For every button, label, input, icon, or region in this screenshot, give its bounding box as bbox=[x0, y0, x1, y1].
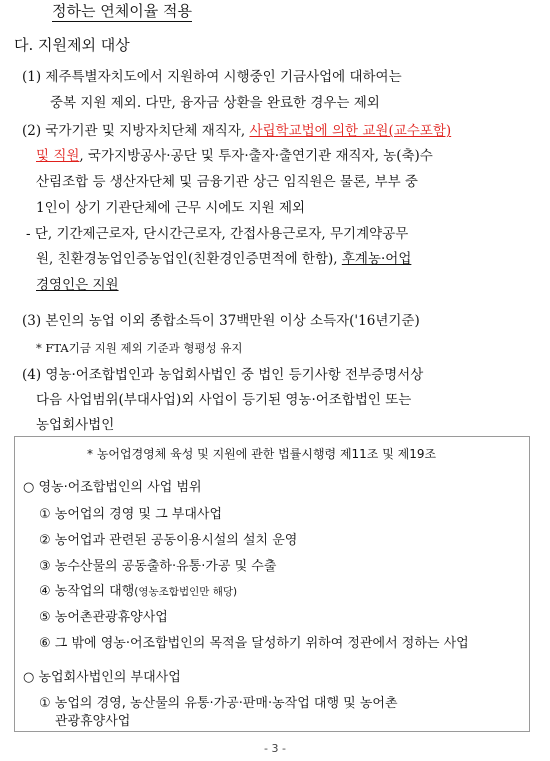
item-2-exception-line-1: - 단, 기간제근로자, 단시간근로자, 간접사용근로자, 무기계약공무 bbox=[26, 226, 409, 242]
item-2-exception-plain: 원, 친환경농업인증농업인(친환경인증면적에 한함), bbox=[36, 251, 342, 267]
box-legal-note: * 농어업경영체 육성 및 지원에 관한 법률시행령 제11조 및 제19조 bbox=[87, 447, 437, 461]
item-4-line-1: (4) 영농·어조합법인과 농업회사법인 중 법인 등기사항 전부증명서상 bbox=[22, 367, 424, 383]
item-4-line-2: 다음 사업범위(부대사업)외 사업이 등기된 영농·어조합법인 또는 bbox=[36, 392, 412, 408]
item-2-line-2-rest: , 국가지방공사·공단 및 투자·출자·출연기관 재직자, 농(축)수 bbox=[79, 148, 433, 164]
reference-box bbox=[14, 436, 530, 732]
item-2-line-1 bbox=[22, 122, 451, 140]
box-group-2-title: ○ 농업회사법인의 부대사업 bbox=[23, 670, 181, 685]
item-1-line-2: 중복 지원 제외. 다만, 융자금 상환을 완료한 경우는 제외 bbox=[50, 95, 380, 111]
item-2-line-1-prefix: (2) 국가기관 및 지방자치단체 재직자, bbox=[22, 123, 250, 139]
section-heading: 다. 지원제외 대상 bbox=[14, 36, 130, 54]
box-group-1-item-5: ⑤ 농어촌관광휴양사업 bbox=[39, 610, 168, 625]
box-group-1-item-6: ⑥ 그 밖에 영농·어조합법인의 목적을 달성하기 위하여 정관에서 정하는 사업 bbox=[39, 636, 469, 651]
box-group-1-item-4-text: ④ 농작업의 대행 bbox=[39, 584, 135, 599]
top-continuation-text: 정하는 연체이율 적용 bbox=[52, 2, 192, 20]
item-3-note: * FTA기금 지원 제외 기준과 형평성 유지 bbox=[36, 341, 243, 355]
box-group-1-item-1: ① 농어업의 경영 및 그 부대사업 bbox=[39, 507, 223, 522]
box-group-1-item-4 bbox=[39, 583, 237, 601]
item-4-line-3: 농업회사법인 bbox=[36, 417, 115, 433]
item-2-highlight-staff: 및 직원 bbox=[36, 148, 80, 164]
item-2-exception-underlined-end: 경영인은 지원 bbox=[36, 277, 119, 293]
item-2-highlight-teachers: 사립학교법에 의한 교원(교수포함) bbox=[249, 123, 452, 139]
item-3-line-1: (3) 본인의 농업 이외 종합소득이 37백만원 이상 소득자('16년기준) bbox=[22, 313, 420, 329]
box-group-1-item-3: ③ 농수산물의 공동출하·유통·가공 및 수출 bbox=[39, 559, 277, 574]
item-2-line-4: 1인이 상기 기관단체에 근무 시에도 지원 제외 bbox=[36, 200, 306, 216]
item-2-exception-line-3 bbox=[36, 276, 119, 294]
page-number: - 3 - bbox=[264, 742, 286, 755]
box-group-1-item-4-note: (영농조합법인만 해당) bbox=[134, 586, 238, 598]
item-2-exception-line-2 bbox=[36, 250, 411, 268]
box-group-1-title: ○ 영농·어조합법인의 사업 범위 bbox=[23, 480, 202, 495]
box-group-2-item-1-line-1: ① 농업의 경영, 농산물의 유통·가공·판매·농작업 대행 및 농어촌 bbox=[39, 696, 398, 711]
box-group-2-item-1-line-2: 관광휴양사업 bbox=[55, 714, 131, 729]
item-2-line-3: 산림조합 등 생산자단체 및 금융기관 상근 임직원은 물론, 부부 중 bbox=[36, 174, 418, 190]
item-2-line-2 bbox=[36, 147, 433, 165]
box-group-1-item-2: ② 농어업과 관련된 공동이용시설의 설치 운영 bbox=[39, 533, 298, 548]
item-1-line-1: (1) 제주특별자치도에서 지원하여 시행중인 기금사업에 대하여는 bbox=[22, 69, 402, 85]
item-2-exception-underlined: 후계농·어업 bbox=[341, 251, 412, 267]
